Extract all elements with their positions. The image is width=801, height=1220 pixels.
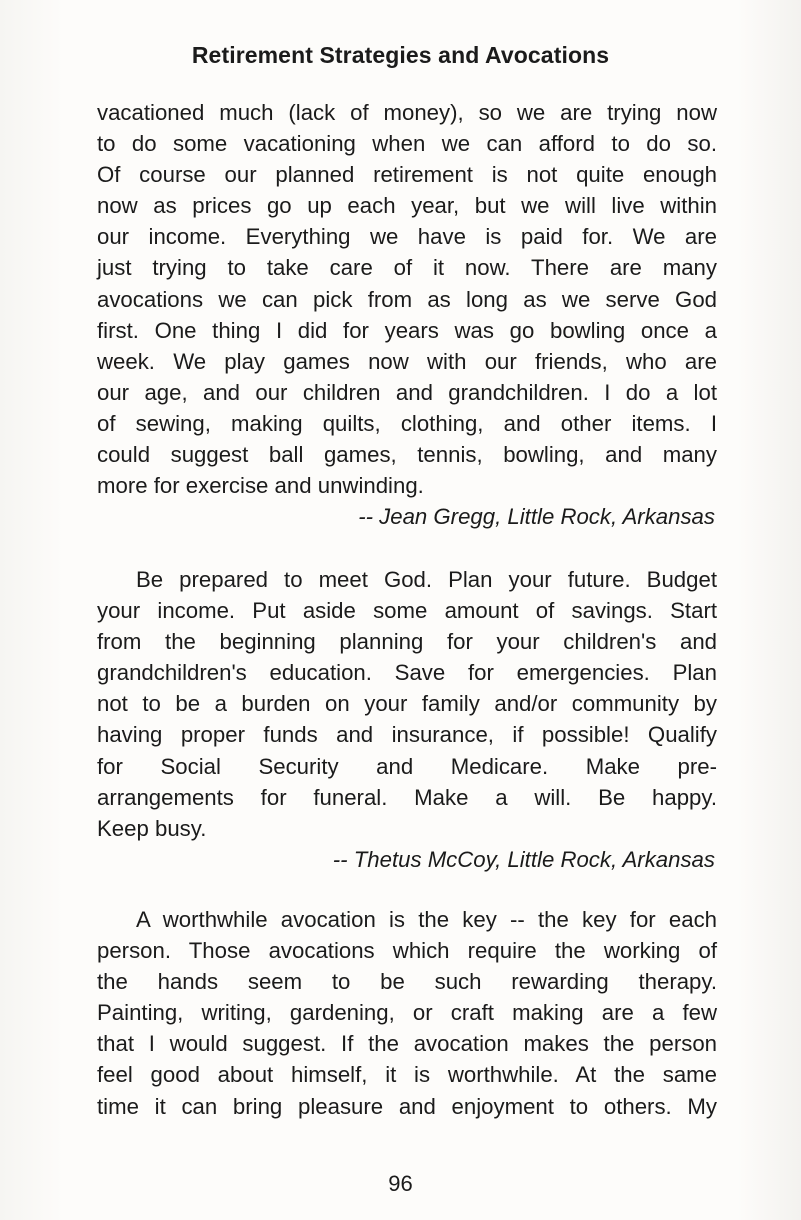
text-line: just trying to take care of it now. There are many bbox=[97, 255, 717, 281]
text-line: more for exercise and unwinding. bbox=[97, 473, 424, 499]
text-line: Be prepared to meet God. Plan your future. Budget bbox=[136, 567, 717, 592]
text-line: first. One thing I did for years was go bowling once a bbox=[97, 317, 717, 343]
text-line: having proper funds and insurance, if possible! Qualify bbox=[97, 722, 717, 748]
text-line: of sewing, making quilts, clothing, and other items. I bbox=[97, 410, 717, 436]
entry-worthwhile-avocation bbox=[97, 904, 717, 1122]
text-line: avocations we can pick from as long as we serve God bbox=[97, 286, 717, 312]
text-line: week. We play games now with our friends, who are bbox=[97, 348, 717, 374]
running-head: Retirement Strategies and Avocations bbox=[191, 42, 610, 68]
text-line: our age, and our children and grandchildren. I do a lot bbox=[97, 379, 717, 405]
text-line: from the beginning planning for your children's and bbox=[97, 629, 717, 655]
text-line: could suggest ball games, tennis, bowling, and many bbox=[97, 442, 717, 468]
text-line: that I would suggest. If the avocation makes the person bbox=[97, 1031, 717, 1057]
text-line: A worthwhile avocation is the key -- the key for each bbox=[136, 907, 717, 932]
text-line: feel good about himself, it is worthwhile. At the same bbox=[97, 1062, 717, 1088]
page-number: 96 bbox=[388, 1171, 413, 1196]
attribution: -- Jean Gregg, Little Rock, Arkansas bbox=[358, 504, 715, 530]
text-line: arrangements for funeral. Make a will. Be happy. bbox=[97, 784, 717, 810]
text-line: for Social Security and Medicare. Make pre- bbox=[97, 753, 717, 779]
entry-jean-gregg bbox=[97, 97, 717, 532]
text-line: to do some vacationing when we can afford to do so. bbox=[97, 131, 717, 157]
text-line: grandchildren's education. Save for emergencies. Plan bbox=[97, 660, 717, 686]
entry-thetus-mccoy bbox=[97, 564, 717, 875]
text-line: your income. Put aside some amount of savings. Start bbox=[97, 598, 717, 624]
text-line: our income. Everything we have is paid for. We are bbox=[97, 224, 717, 250]
text-line: Of course our planned retirement is not quite enough bbox=[97, 162, 717, 188]
text-line: time it can bring pleasure and enjoyment to others. My bbox=[97, 1093, 717, 1119]
text-line: not to be a burden on your family and/or community by bbox=[97, 691, 717, 717]
text-line: the hands seem to be such rewarding therapy. bbox=[97, 969, 717, 995]
text-line: Painting, writing, gardening, or craft making are a few bbox=[97, 1000, 717, 1026]
text-line: person. Those avocations which require the working of bbox=[97, 938, 717, 964]
paragraph bbox=[97, 904, 717, 1122]
text-line: Keep busy. bbox=[97, 815, 207, 841]
paragraph bbox=[97, 564, 717, 844]
text-line: vacationed much (lack of money), so we are trying now bbox=[97, 100, 717, 125]
paragraph bbox=[97, 97, 717, 501]
attribution: -- Thetus McCoy, Little Rock, Arkansas bbox=[332, 846, 715, 872]
text-line: now as prices go up each year, but we will live within bbox=[97, 193, 717, 219]
